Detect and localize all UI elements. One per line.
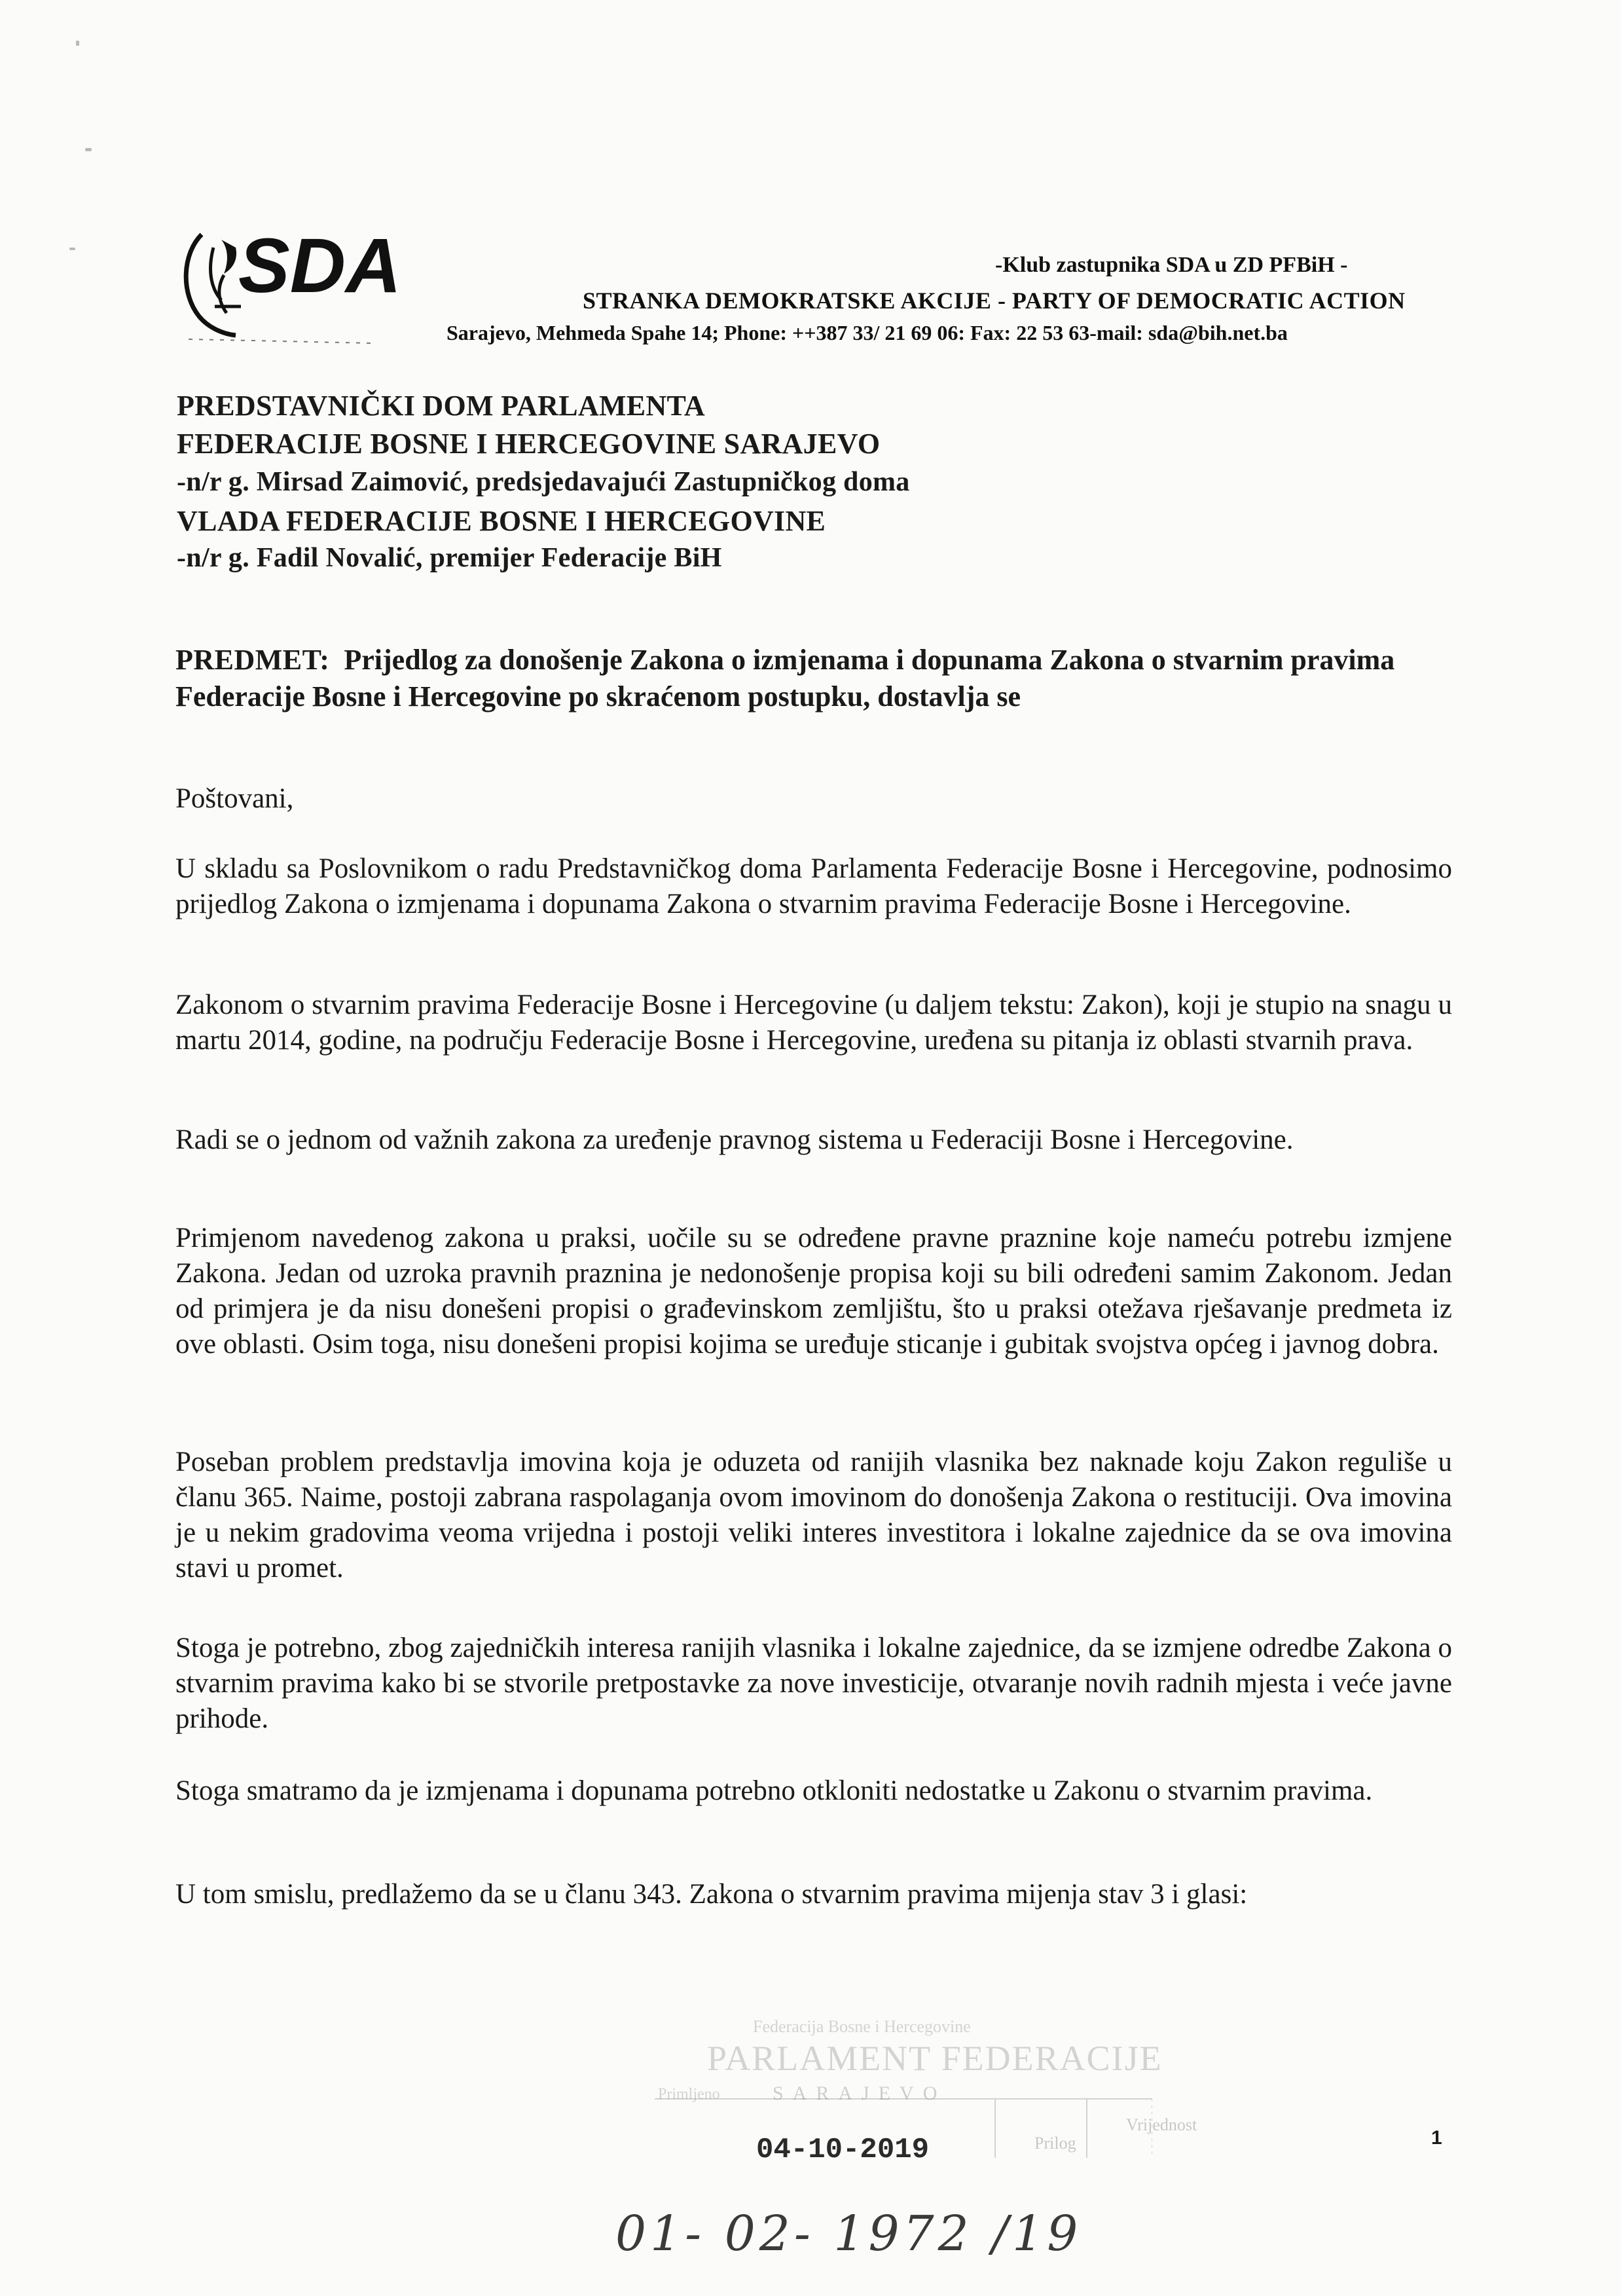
party-name: STRANKA DEMOKRATSKE AKCIJE - PARTY OF DEMOCRATIC ACTION xyxy=(583,287,1406,314)
sda-logo-text: SDA xyxy=(238,223,402,309)
stamp-vrijednost: Vrijednost xyxy=(1126,2115,1197,2134)
body-paragraph-4: Primjenom navedenog zakona u praksi, uočile su se određene pravne praznine koje nameću potrebu izmjene Zakona. Jedan od uzroka pravnih praznina je nedonošenje propisa koji su bili određeni samim Zakonom. Jedan od primjera je da nisu donešeni propisi o građevinskom zemljištu, što u praksi otežava rješavanje predmeta iz ove oblasti. Osim toga, nisu donešeni propisi kojima se uređuje sticanje i gubitak svojstva općeg i javnog dobra. xyxy=(175,1223,1452,1360)
party-contact: Sarajevo, Mehmeda Spahe 14; Phone: ++387 33/ 21 69 06: Fax: 22 53 63-mail: sda@bih.net.ba xyxy=(446,321,1288,344)
stamp-prilog: Prilog xyxy=(1034,2134,1076,2153)
body-paragraph-5: Poseban problem predstavlja imovina koja je oduzeta od ranijih vlasnika bez naknade koju Zakon reguliše u članu 365. Naime, postoji zabrana raspolaganja ovom imovinom do donošenja Zakona o restituciji. Ova imovina je u nekim gradovima veoma vrijedna i postoji veliki interes investitora i lokalne zajednice da se ova imovina stavi u promet. xyxy=(175,1447,1452,1583)
addressee-line-4: VLADA FEDERACIJE BOSNE I HERCEGOVINE xyxy=(177,505,826,537)
subject xyxy=(175,642,1459,715)
addressee-line-5: -n/r g. Fadil Novalić, premijer Federacije BiH xyxy=(177,543,722,573)
page-number: 1 xyxy=(1431,2127,1442,2149)
scan-speck xyxy=(69,248,75,250)
handwritten-registration-number: 01- 02- 1972 /19 xyxy=(615,2206,1082,2262)
club-name: -Klub zastupnika SDA u ZD PFBiH - xyxy=(995,253,1348,277)
salutation: Poštovani, xyxy=(175,783,294,814)
stamp-city: SARAJEVO xyxy=(773,2083,947,2104)
body-paragraph-6: Stoga je potrebno, zbog zajedničkih interesa ranijih vlasnika i lokalne zajednice, da se izmjene odredbe Zakona o stvarnim pravima kako bi se stvorile pretpostavke za nove investicije, otvaranje novih radnih mjesta i veće javne prihode. xyxy=(175,1633,1452,1734)
stamp-received-label: Primljeno xyxy=(658,2086,720,2103)
sda-logo xyxy=(175,208,424,349)
body-paragraph-3: Radi se o jednom od važnih zakona za uređenje pravnog sistema u Federaciji Bosne i Hercegovine. xyxy=(175,1124,1294,1155)
addressee-line-2: FEDERACIJE BOSNE I HERCEGOVINE SARAJEVO xyxy=(177,428,881,460)
body-paragraph-1: U skladu sa Poslovnikom o radu Predstavničkog doma Parlamenta Federacije Bosne i Hercegovine, podnosimo prijedlog Zakona o izmjenama i dopunama Zakona o stvarnim pravima Federacije Bosne i Hercegovine. xyxy=(175,853,1452,919)
body-paragraph-8: U tom smislu, predlažemo da se u članu 343. Zakona o stvarnim pravima mijenja stav 3 i glasi: xyxy=(175,1879,1248,1910)
subject-text: Prijedlog za donošenje Zakona o izmjenama i dopunama Zakona o stvarnim pravima Federacije Bosne i Hercegovine po skraćenom postupku, dostavlja se xyxy=(175,644,1395,713)
stamp-date: 04-10-2019 xyxy=(756,2134,930,2166)
addressee-line-1: PREDSTAVNIČKI DOM PARLAMENTA xyxy=(177,390,705,422)
stamp-top-line: Federacija Bosne i Hercegovine xyxy=(753,2017,971,2036)
body-paragraph-7: Stoga smatramo da je izmjenama i dopunama potrebno otkloniti nedostatke u Zakonu o stvarnim pravima. xyxy=(175,1775,1373,1806)
scan-speck xyxy=(76,41,79,46)
subject-label: PREDMET: xyxy=(175,644,330,676)
body-paragraph-2: Zakonom o stvarnim pravima Federacije Bosne i Hercegovine (u daljem tekstu: Zakon), koji je stupio na snagu u martu 2014, godine, na području Federacije Bosne i Hercegovine, uređena su pitanja iz oblasti stvarnih prava. xyxy=(175,990,1452,1056)
addressee-line-3: -n/r g. Mirsad Zaimović, predsjedavajući Zastupničkog doma xyxy=(177,467,910,497)
stamp-institution: PARLAMENT FEDERACIJE xyxy=(707,2039,1163,2078)
scan-speck xyxy=(85,148,92,151)
